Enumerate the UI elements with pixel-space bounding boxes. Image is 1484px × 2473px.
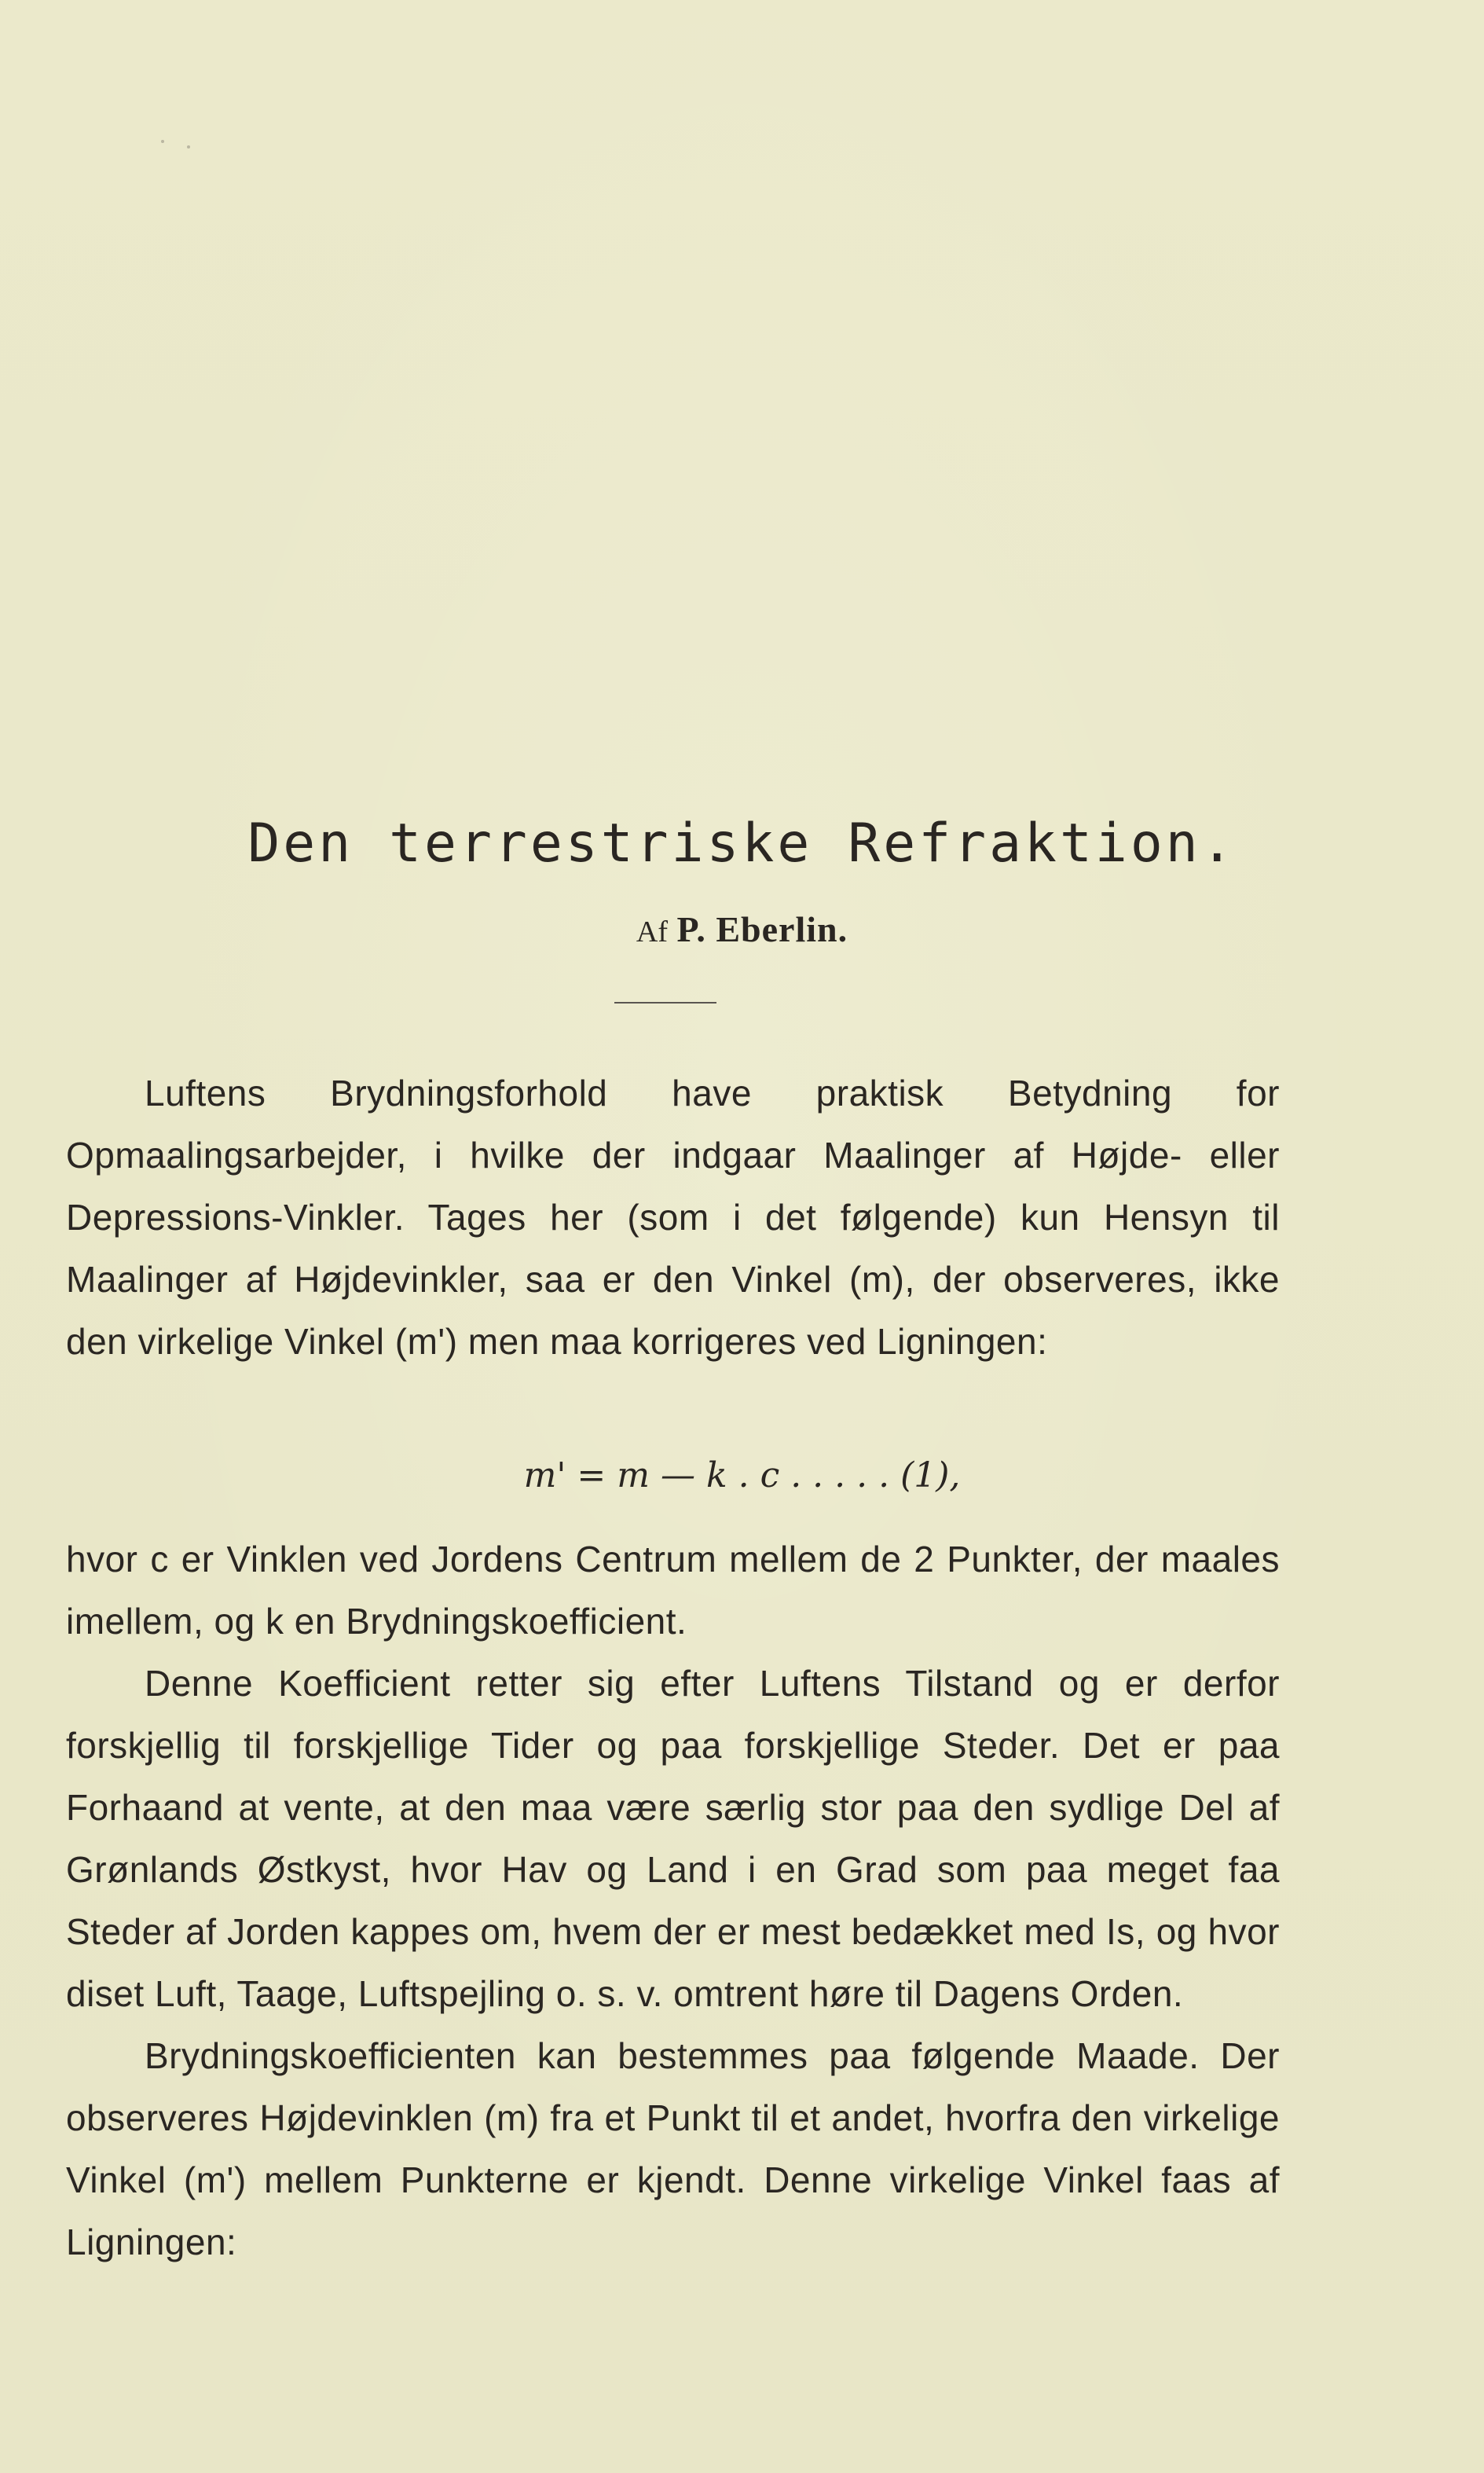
paper-speck [161,140,164,143]
paragraph: Brydningskoefficienten kan bestemmes paa følgende Maade. Der observeres Højdevinklen (m) fra et Punkt til et andet, hvorfra den virkelige Vinkel (m') mellem Punkterne er kjendt. Denne virkelige Vinkel faas af Ligningen: [66,2035,1280,2262]
title-divider [614,1002,716,1004]
paragraph: Luftens Brydningsforhold have praktisk Betydning for Opmaalingsarbejder, i hvilke der indgaar Maalinger af Højde- eller Depressions-Vinkler. Tages her (som i det følgende) kun Hensyn til Maalinger af Højdevinkler, saa er den Vinkel (m), der observeres, ikke den virkelige Vinkel (m') men maa korrigeres ved Ligningen: [66,1073,1280,1362]
paper-speck [187,145,190,149]
text-block-main [66,1528,1280,2273]
text-block-intro [66,1062,1280,1373]
paragraph: hvor c er Vinklen ved Jordens Centrum mellem de 2 Punkter, der maales imellem, og k en Brydningskoefficient. [66,1539,1280,1642]
paragraph: Denne Koefficient retter sig efter Luftens Tilstand og er derfor forskjellig til forskjellige Tider og paa forskjellige Steder. Det er paa Forhaand at vente, at den maa være særlig stor paa den sydlige Del af Grønlands Østkyst, hvor Hav og Land i en Grad som paa meget faa Steder af Jorden kappes om, hvem der er mest bedækket med Is, og hvor diset Luft, Taage, Luftspejling o. s. v. omtrent høre til Dagens Orden. [66,1663,1280,2014]
article-title: Den terrestriske Refraktion. [247,813,1237,875]
byline-prefix: Af [636,915,668,948]
author-name: P. Eberlin. [676,909,848,949]
byline [0,909,1484,949]
equation-1: m' = m — k . c . . . . . (1), [523,1455,961,1495]
